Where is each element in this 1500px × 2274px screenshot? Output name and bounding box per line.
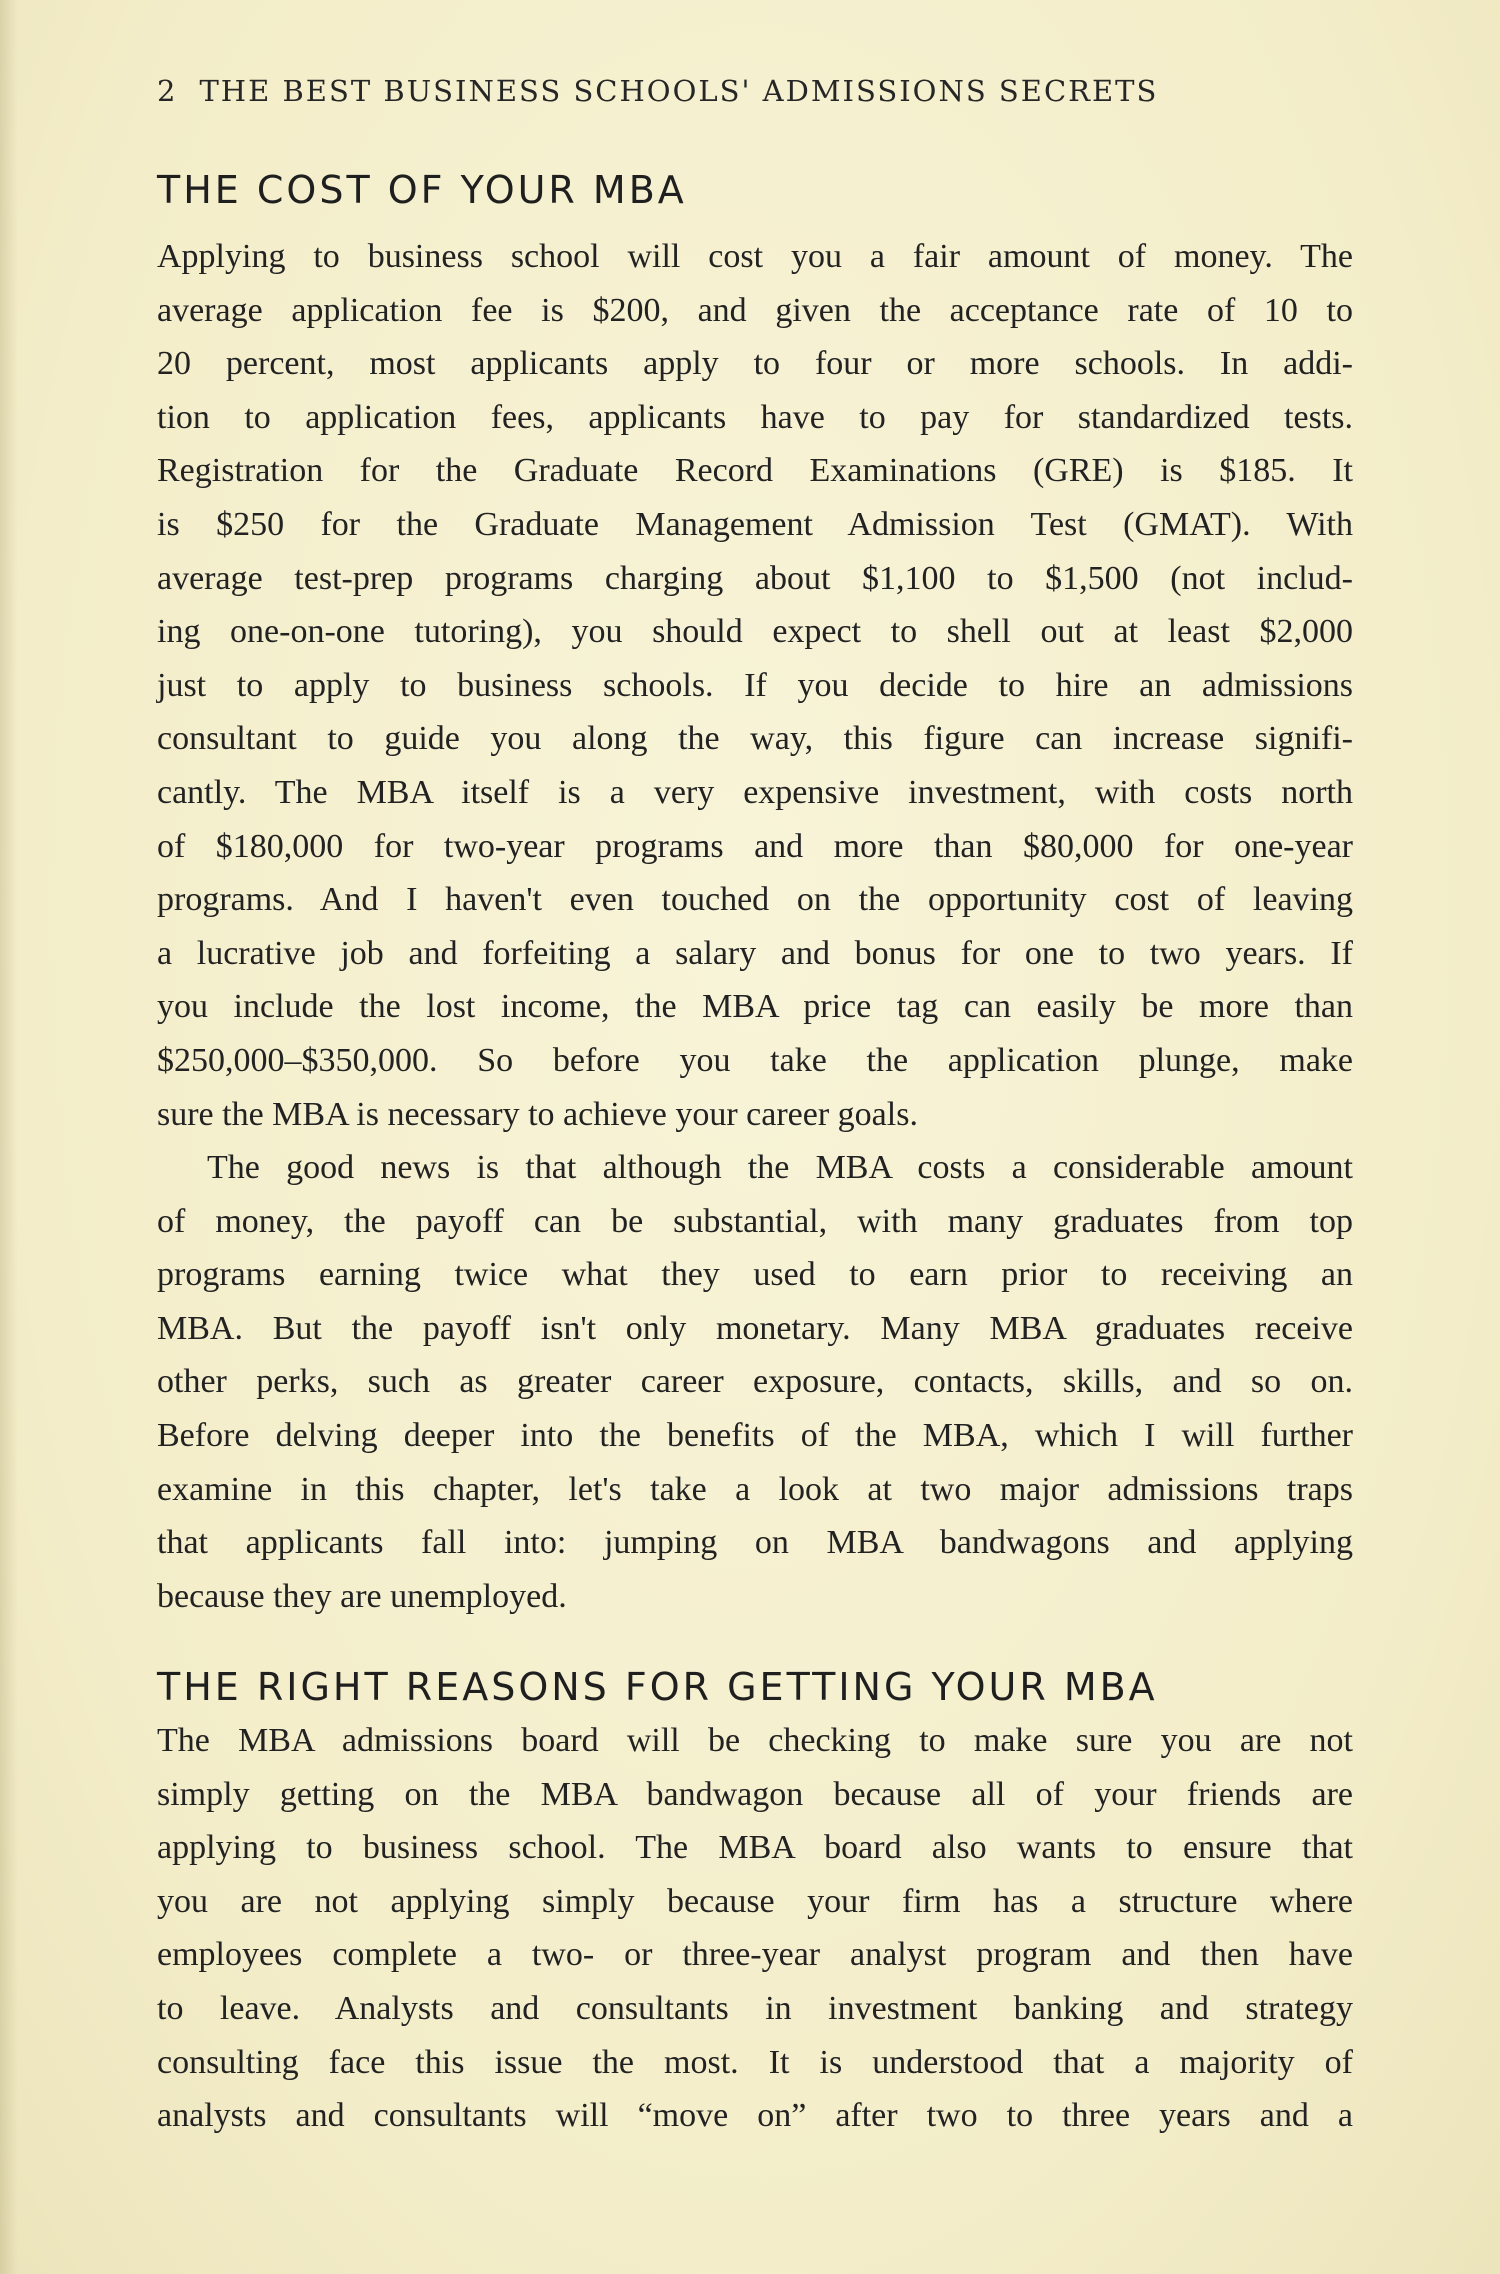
text-line: a lucrative job and forfeiting a salary and bonus for one to two years. If [157,934,1353,972]
text-line: to leave. Analysts and consultants in investment banking and strategy [157,1989,1353,2027]
text-line: Applying to business school will cost you a fair amount of money. The [157,238,1353,275]
paragraph [157,230,1353,1141]
text-line: applying to business school. The MBA board also wants to ensure that [157,1829,1353,1867]
page-number: 2 [157,74,178,108]
text-line: MBA. But the payoff isn't only monetary. Many MBA graduates receive [157,1309,1353,1347]
text-line: average test-prep programs charging about $1,100 to $1,500 (not includ- [157,559,1353,597]
text-line: ing one-on-one tutoring), you should expect to shell out at least $2,000 [157,613,1353,651]
section-heading-right-reasons: THE RIGHT REASONS FOR GETTING YOUR MBA [157,1665,1158,1709]
text-line: programs. And I haven't even touched on the opportunity cost of leaving [157,881,1353,919]
text-line: analysts and consultants will “move on” after two to three years and a [157,2097,1353,2135]
section-heading-cost: THE COST OF YOUR MBA [157,168,687,212]
text-line: The good news is that although the MBA costs a considerable amount [207,1149,1353,1187]
text-line: cantly. The MBA itself is a very expensive investment, with costs north [157,773,1353,811]
text-line: is $250 for the Graduate Management Admission Test (GMAT). With [157,505,1353,543]
text-line: average application fee is $200, and given the acceptance rate of 10 to [157,291,1353,329]
text-line: $250,000–$350,000. So before you take the application plunge, make [157,1041,1353,1079]
text-line: just to apply to business schools. If you decide to hire an admissions [157,666,1353,704]
section-body-cost [157,230,1353,1623]
text-line: you include the lost income, the MBA price tag can easily be more than [157,988,1353,1026]
page-gutter-shadow [0,0,18,2274]
text-line: you are not applying simply because your firm has a structure where [157,1882,1353,1920]
text-line: tion to application fees, applicants have to pay for standardized tests. [157,398,1353,436]
running-head-title: THE BEST BUSINESS SCHOOLS' ADMISSIONS SECRETS [199,74,1159,108]
text-line: consulting face this issue the most. It is understood that a majority of [157,2043,1353,2081]
text-line: sure the MBA is necessary to achieve your career goals. [157,1095,918,1133]
text-line: Registration for the Graduate Record Examinations (GRE) is $185. It [157,452,1353,490]
text-line: programs earning twice what they used to earn prior to receiving an [157,1256,1353,1294]
text-line: because they are unemployed. [157,1577,567,1615]
paragraph [157,1141,1353,1623]
text-line: other perks, such as greater career exposure, contacts, skills, and so on. [157,1363,1353,1401]
text-line: Before delving deeper into the benefits of the MBA, which I will further [157,1417,1353,1455]
paragraph [157,1714,1353,2143]
text-line: employees complete a two- or three-year analyst program and then have [157,1936,1353,1974]
running-head [157,74,1357,108]
section-body-right-reasons [157,1714,1353,2143]
text-line: of money, the payoff can be substantial, with many graduates from top [157,1202,1353,1240]
text-line: simply getting on the MBA bandwagon because all of your friends are [157,1775,1353,1813]
text-line: that applicants fall into: jumping on MBA bandwagons and applying [157,1524,1353,1562]
text-line: consultant to guide you along the way, this figure can increase signifi- [157,720,1353,758]
text-line: 20 percent, most applicants apply to four or more schools. In addi- [157,345,1353,383]
text-line: examine in this chapter, let's take a look at two major admissions traps [157,1470,1353,1508]
text-line: The MBA admissions board will be checking to make sure you are not [157,1722,1353,1759]
text-line: of $180,000 for two-year programs and more than $80,000 for one-year [157,827,1353,865]
